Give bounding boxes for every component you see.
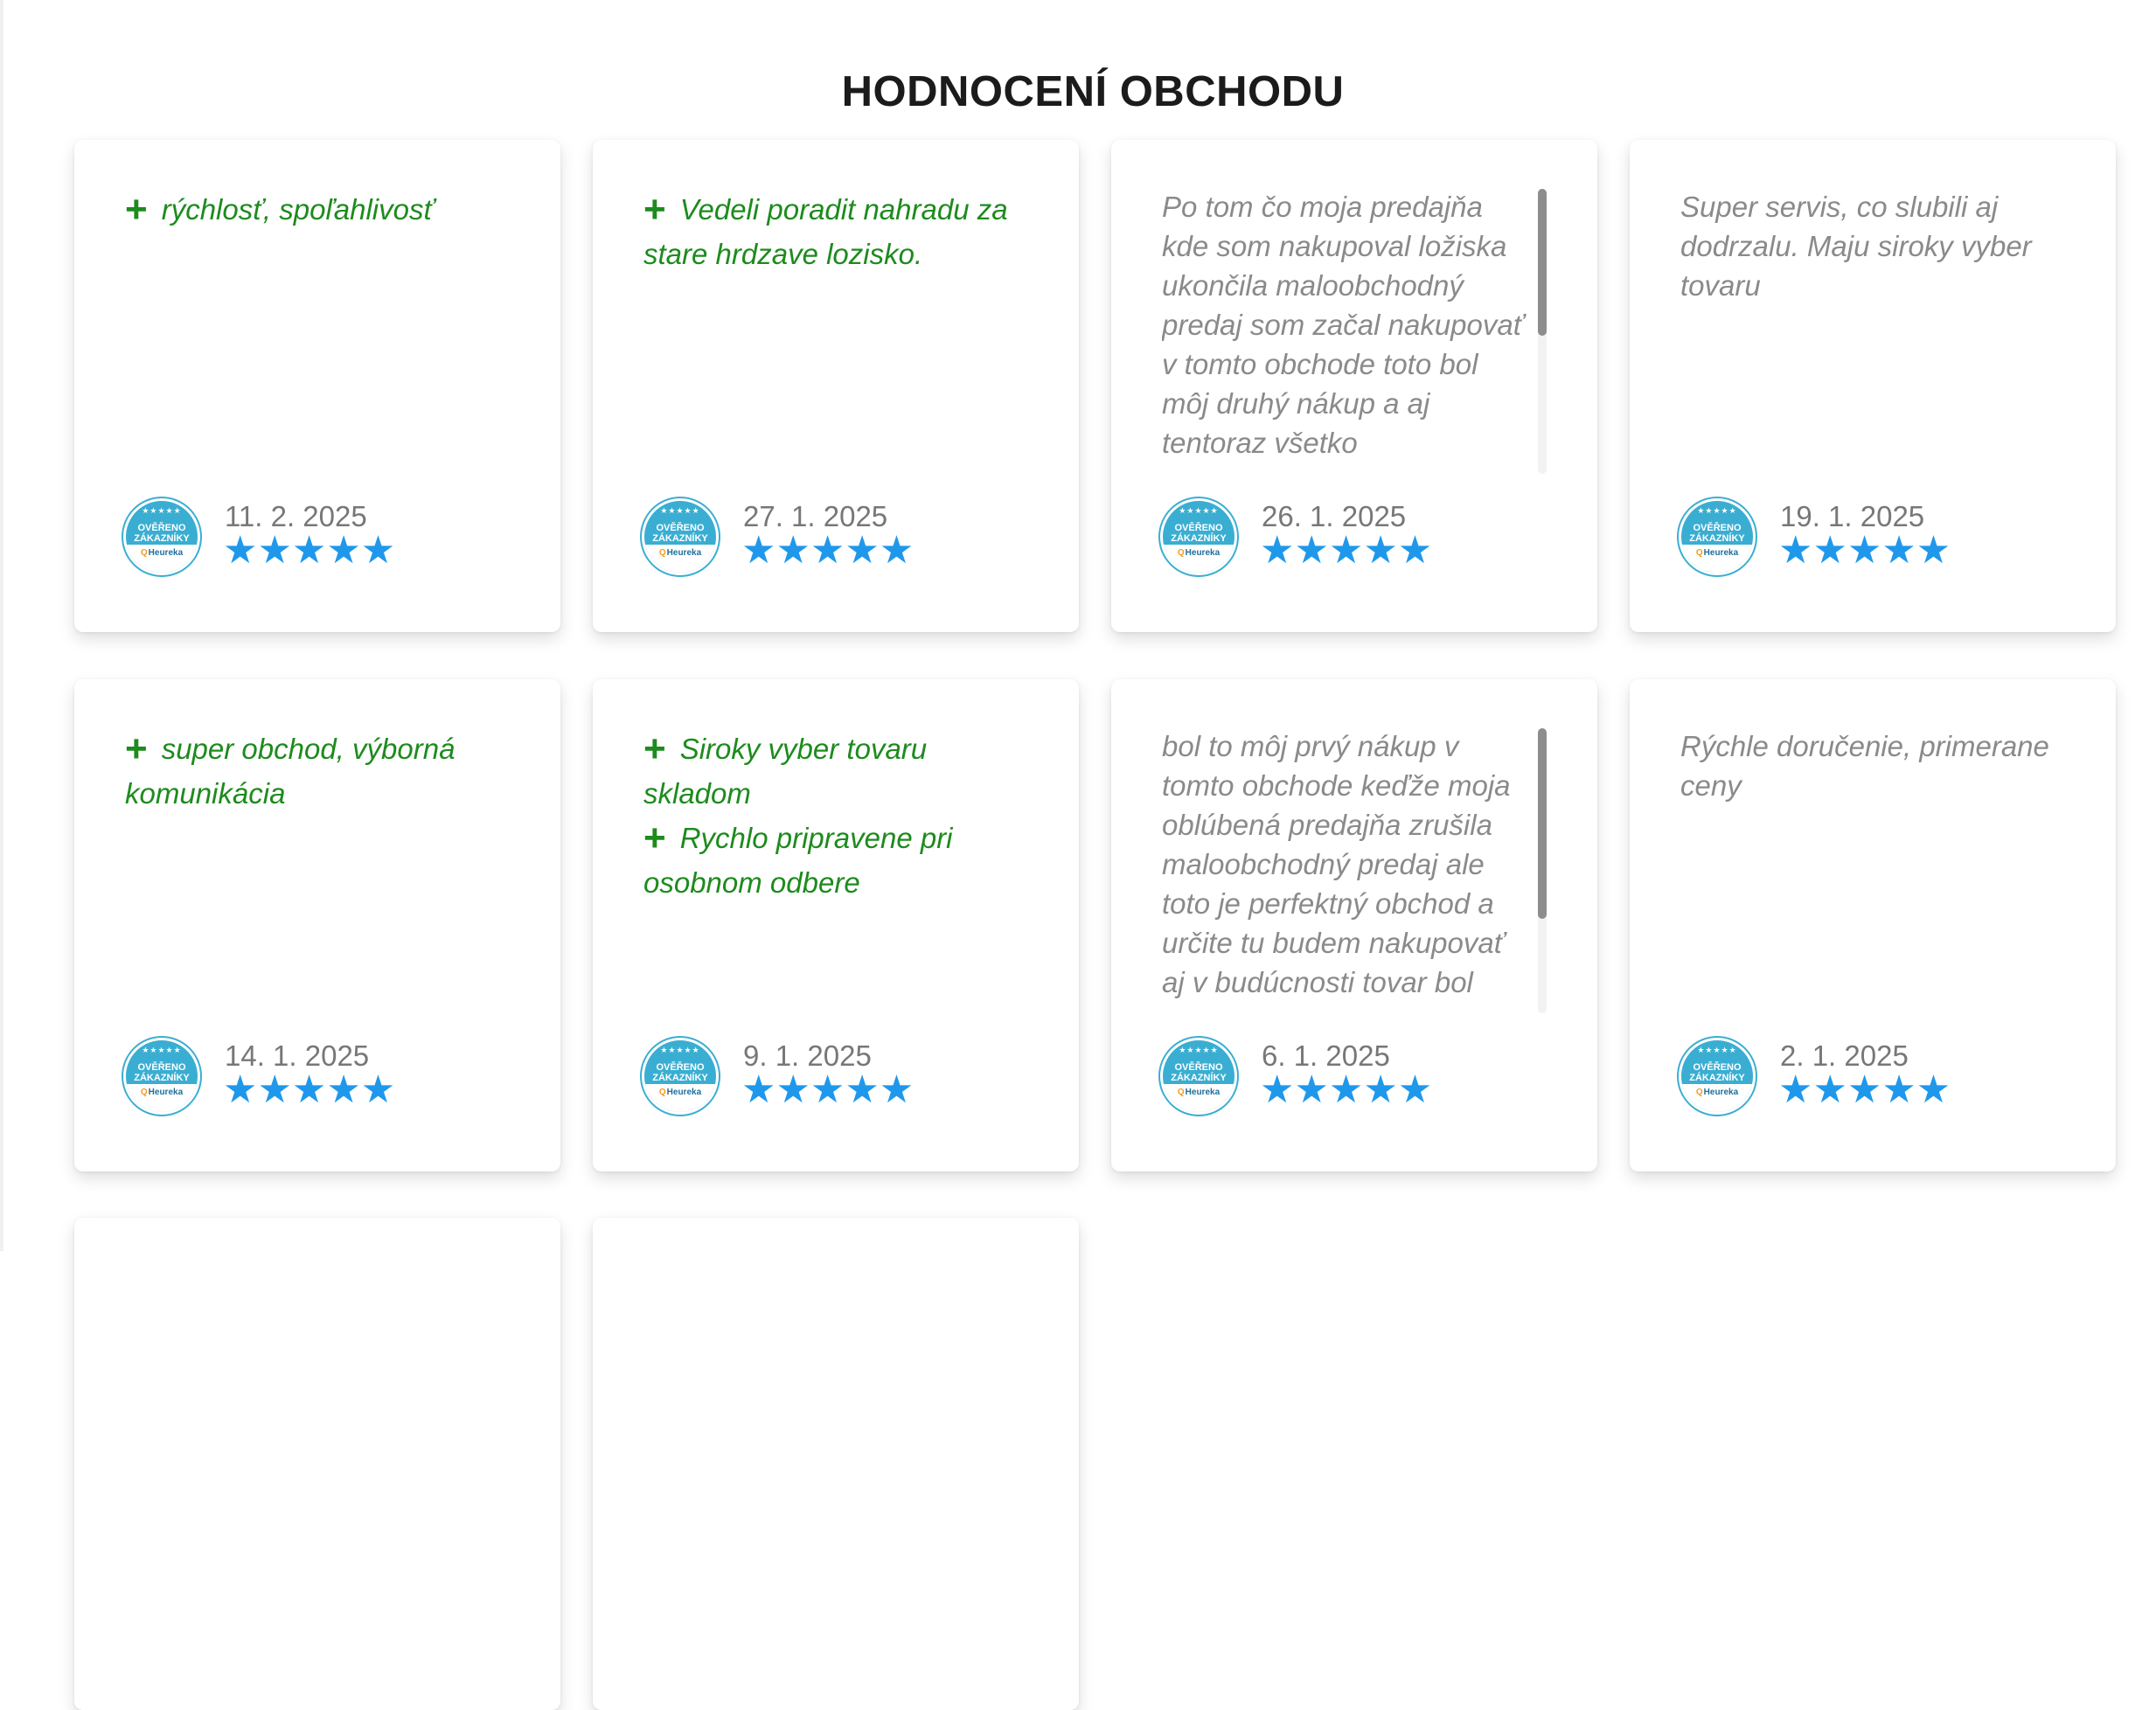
verified-customer-badge-icon: ★★★★★ OVĚŘENO ZÁKAZNÍKY QHeureka xyxy=(1679,498,1756,575)
verified-customer-badge-icon: ★★★★★ OVĚŘENO ZÁKAZNÍKY QHeureka xyxy=(1679,1038,1756,1115)
review-card xyxy=(1630,140,2116,632)
verified-customer-badge-icon: ★★★★★ OVĚŘENO ZÁKAZNÍKY QHeureka xyxy=(642,498,719,575)
review-date: 11. 2. 2025 xyxy=(225,500,367,532)
review-card xyxy=(1630,679,2116,1171)
review-pros xyxy=(125,187,510,476)
pro-item xyxy=(125,726,510,816)
plus-icon: + xyxy=(643,817,666,859)
verified-customer-badge-icon: ★★★★★ OVĚŘENO ZÁKAZNÍKY QHeureka xyxy=(123,498,200,575)
pro-item xyxy=(643,726,1028,816)
review-card-partial xyxy=(593,1218,1079,1710)
page-title: HODNOCENÍ OBCHODU xyxy=(841,67,1345,115)
review-summary-area xyxy=(1680,187,2065,476)
scrollbar[interactable] xyxy=(1538,189,1547,474)
review-date: 6. 1. 2025 xyxy=(1262,1039,1390,1072)
verified-customer-badge-icon: ★★★★★ OVĚŘENO ZÁKAZNÍKY QHeureka xyxy=(642,1038,719,1115)
star-rating: ★★★★★ xyxy=(223,1068,396,1111)
review-pros xyxy=(643,726,1028,1015)
review-summary-scroll-area[interactable] xyxy=(1162,187,1529,476)
review-pros xyxy=(643,187,1028,476)
star-rating: ★★★★★ xyxy=(1778,529,1951,572)
verified-customer-badge-icon: ★★★★★ OVĚŘENO ZÁKAZNÍKY QHeureka xyxy=(123,1038,200,1115)
review-date: 27. 1. 2025 xyxy=(743,500,888,532)
star-rating: ★★★★★ xyxy=(1260,529,1433,572)
star-rating: ★★★★★ xyxy=(741,529,915,572)
review-card xyxy=(593,679,1079,1171)
pro-text: rýchlosť, spoľahlivosť xyxy=(161,193,435,226)
plus-icon: + xyxy=(643,727,666,770)
review-card xyxy=(74,679,560,1171)
verified-customer-badge-icon: ★★★★★ OVĚŘENO ZÁKAZNÍKY QHeureka xyxy=(1160,1038,1237,1115)
star-rating: ★★★★★ xyxy=(1778,1068,1951,1111)
plus-icon: + xyxy=(125,727,148,770)
review-summary: bol to môj prvý nákup v tomto obchode keďže moja oblúbená predajňa zrušila maloobchodný predaj ale toto je perfektný obchod a určite tu budem nakupovať aj v budúcnosti tovar bol xyxy=(1162,730,1511,998)
scrollbar[interactable] xyxy=(1538,728,1547,1013)
review-date: 9. 1. 2025 xyxy=(743,1039,872,1072)
review-card xyxy=(1111,679,1597,1171)
review-summary-scroll-area[interactable] xyxy=(1162,726,1529,1015)
scrollbar-thumb[interactable] xyxy=(1538,728,1547,919)
plus-icon: + xyxy=(125,188,148,231)
pro-item xyxy=(125,187,510,232)
review-summary-area xyxy=(1680,726,2065,1015)
review-summary: Rýchle doručenie, primerane ceny xyxy=(1680,730,2049,802)
review-card-partial xyxy=(74,1218,560,1710)
review-card xyxy=(74,140,560,632)
pro-text: Rychlo pripravene pri osobnom odbere xyxy=(643,822,953,899)
review-summary: Po tom čo moja predajňa kde som nakupoval ložiska ukončila maloobchodný predaj som začal nakupovať v tomto obchode toto bol môj druhý nákup a aj tentoraz všetko xyxy=(1162,191,1524,459)
review-pros xyxy=(125,726,510,1015)
pro-item xyxy=(643,187,1028,276)
plus-icon: + xyxy=(643,188,666,231)
pro-text: super obchod, výborná komunikácia xyxy=(125,733,456,810)
pro-text: Vedeli poradit nahradu za stare hrdzave lozisko. xyxy=(643,193,1008,270)
star-rating: ★★★★★ xyxy=(1260,1068,1433,1111)
review-date: 14. 1. 2025 xyxy=(225,1039,370,1072)
pro-text: Siroky vyber tovaru skladom xyxy=(643,733,928,810)
review-card xyxy=(1111,140,1597,632)
review-date: 2. 1. 2025 xyxy=(1780,1039,1909,1072)
star-rating: ★★★★★ xyxy=(741,1068,915,1111)
review-card xyxy=(593,140,1079,632)
scrollbar-thumb[interactable] xyxy=(1538,189,1547,336)
star-rating: ★★★★★ xyxy=(223,529,396,572)
review-summary: Super servis, co slubili aj dodrzalu. Maju siroky vyber tovaru xyxy=(1680,191,2032,302)
pro-item xyxy=(643,816,1028,905)
verified-customer-badge-icon: ★★★★★ OVĚŘENO ZÁKAZNÍKY QHeureka xyxy=(1160,498,1237,575)
review-date: 26. 1. 2025 xyxy=(1262,500,1407,532)
review-date: 19. 1. 2025 xyxy=(1780,500,1925,532)
